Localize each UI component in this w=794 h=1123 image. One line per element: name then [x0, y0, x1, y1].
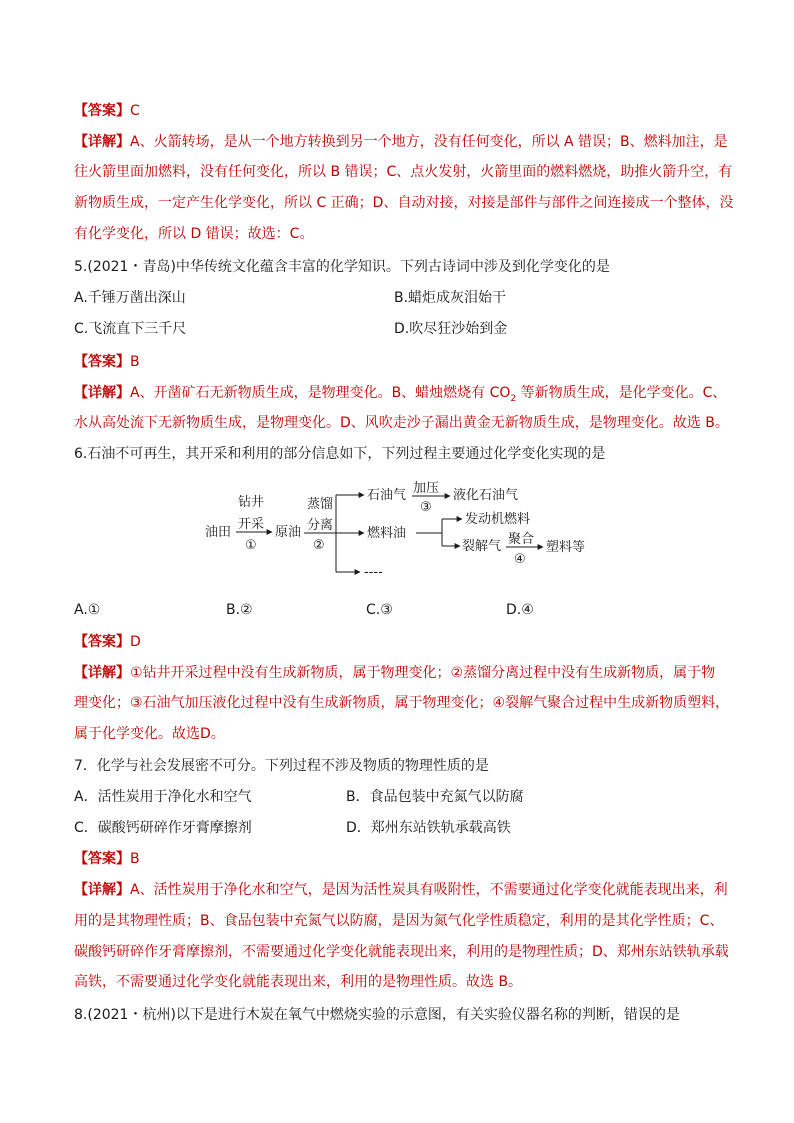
label-separate: 分离: [307, 518, 334, 533]
label-drill: 钻井: [238, 495, 265, 510]
detail-line-6-3: 属于化学变化。故选D。: [74, 726, 225, 742]
detail-line-6-2: 理变化；③石油气加压液化过程中没有生成新物质，属于物理变化；④裂解气聚合过程中生成新物质塑料，: [74, 695, 730, 711]
label-pressurize: 加压: [413, 481, 440, 496]
detail-line-4-1: [74, 132, 728, 152]
detail-text: A、活性炭用于净化水和空气，是因为活性炭具有吸附性，不需要通过化学变化就能表现出来，利: [130, 882, 728, 898]
label-engine-fuel: 发动机燃料: [465, 512, 531, 527]
detail-label: 【详解】: [74, 665, 130, 681]
answer-value: B: [130, 354, 140, 370]
detail-line-7-2: 用的是其物理性质；B、食品包装中充氮气以防腐，是因为氮气化学性质稳定，利用的是其化学性质；C、: [74, 913, 724, 929]
answer-label: 【答案】: [74, 851, 130, 867]
detail-line-5-2: 水从高处流下无新物质生成，是物理变化。D、风吹走沙子漏出黄金无新物质生成，是物理变化。故选 B。: [74, 415, 729, 431]
detail-label: 【详解】: [74, 385, 130, 401]
q5-option-a: A.千锤万凿出深山: [74, 290, 186, 306]
detail-text: A、开凿矿石无新物质生成，是物理变化。B、蜡烛燃烧有 CO: [130, 385, 511, 401]
answer-label: 【答案】: [74, 354, 130, 370]
question-8: 8.(2021・杭州)以下是进行木炭在氧气中燃烧实验的示意图，有关实验仪器名称的判断，错误的是: [74, 1007, 680, 1023]
label-cracked-gas: 裂解气: [462, 539, 502, 554]
label-step-4: ④: [514, 552, 526, 567]
q6-option-b: B.②: [226, 602, 253, 618]
q7-option-b: B．食品包装中充氮气以防腐: [346, 789, 524, 805]
detail-line-5-1: [74, 383, 726, 409]
label-lpg: 液化石油气: [453, 488, 519, 503]
label-mining: 开采: [238, 517, 265, 532]
label-plastics: 塑料等: [546, 540, 586, 555]
answer-label: 【答案】: [74, 103, 130, 119]
answer-value: D: [130, 634, 141, 650]
answer-line-4: [74, 101, 140, 121]
detail-line-4-3: 新物质生成，一定产生化学变化，所以 C 正确；D、自动对接，对接是部件与部件之间连接成一个整体，没: [74, 195, 734, 211]
answer-line-5: [74, 352, 140, 372]
detail-text: 等新物质生成，是化学变化。C、: [516, 385, 727, 401]
label-ellipsis: ----: [364, 565, 383, 580]
detail-line-7-4: 高铁，不需要通过化学变化就能表现出来，利用的是物理性质。故选 B。: [74, 974, 523, 990]
answer-value: C: [130, 103, 140, 119]
label-step-3: ③: [420, 500, 432, 515]
answer-label: 【答案】: [74, 634, 130, 650]
q7-option-c: C．碳酸钙研碎作牙膏摩擦剂: [74, 820, 252, 836]
question-5: 5.(2021・青岛)中华传统文化蕴含丰富的化学知识。下列古诗词中涉及到化学变化的是: [74, 259, 610, 275]
question-6: 6.石油不可再生，其开采和利用的部分信息如下，下列过程主要通过化学变化实现的是: [74, 446, 606, 462]
label-petro-gas: 石油气: [367, 488, 407, 503]
subscript-2: 2: [510, 393, 517, 404]
answer-line-6: [74, 632, 141, 652]
label-fuel-oil: 燃料油: [367, 526, 407, 541]
detail-text: A、火箭转场，是从一个地方转换到另一个地方，没有任何变化，所以 A 错误；B、燃料加注，是: [130, 134, 728, 150]
q6-option-a: A.①: [74, 602, 101, 618]
detail-label: 【详解】: [74, 882, 130, 898]
detail-label: 【详解】: [74, 134, 130, 150]
q5-option-d: D.吹尽狂沙始到金: [394, 321, 508, 337]
q6-option-d: D.④: [506, 602, 534, 618]
q5-option-b: B.蜡炬成灰泪始干: [394, 290, 507, 306]
detail-line-7-1: [74, 880, 728, 900]
petroleum-flow-diagram: [0, 478, 794, 590]
detail-line-4-4: 有化学变化，所以 D 错误；故选：C。: [74, 226, 314, 242]
answer-line-7: [74, 849, 140, 869]
label-polymerize: 聚合: [508, 532, 535, 547]
label-step-1: ①: [245, 538, 257, 553]
detail-line-7-3: 碳酸钙研碎作牙膏摩擦剂，不需要通过化学变化就能表现出来，利用的是物理性质；D、郑州东站铁轨承载: [74, 944, 729, 960]
label-oilfield: 油田: [205, 525, 232, 540]
answer-value: B: [130, 851, 140, 867]
q7-option-a: A．活性炭用于净化水和空气: [74, 789, 252, 805]
detail-text: ①钻井开采过程中没有生成新物质，属于物理变化；②蒸馏分离过程中没有生成新物质，属于物: [130, 665, 716, 681]
q5-option-c: C.飞流直下三千尺: [74, 321, 187, 337]
q6-option-c: C.③: [366, 602, 393, 618]
question-7: 7．化学与社会发展密不可分。下列过程不涉及物质的物理性质的是: [74, 758, 489, 774]
detail-line-4-2: 往火箭里面加燃料，没有任何变化，所以 B 错误；C、点火发射，火箭里面的燃料燃烧，助推火箭升空，有: [74, 164, 733, 180]
label-step-2: ②: [313, 538, 325, 553]
label-distill: 蒸馏: [307, 497, 334, 512]
q7-option-d: D．郑州东站铁轨承载高铁: [346, 820, 511, 836]
detail-line-6-1: [74, 663, 715, 683]
label-crude-oil: 原油: [275, 525, 302, 540]
